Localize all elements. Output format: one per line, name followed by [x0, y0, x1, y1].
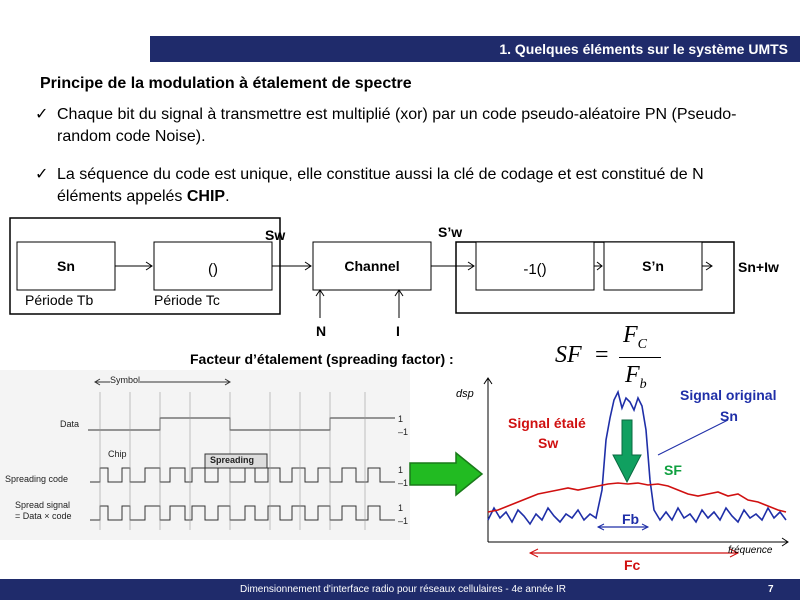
transform-arrow-icon — [408, 450, 488, 500]
noise-label: N — [316, 323, 327, 339]
frequency-label: fréquence — [728, 545, 773, 556]
fb-label: Fb — [622, 511, 640, 527]
sn-block-label: Sn — [57, 258, 75, 274]
sprime-w-label: S’w — [438, 224, 463, 240]
page-number: 7 — [768, 584, 774, 595]
signal-original-name: Sn — [720, 408, 738, 424]
fc-label: Fc — [624, 557, 641, 573]
check-icon: ✓ — [35, 106, 49, 123]
spreading-bit-figure: Symbol Data Chip Spreading Spreading code Spread signal = Data × code 1 –1 1 –1 1 –1 — [0, 370, 410, 540]
dsp-label: dsp — [456, 388, 474, 400]
footer-bar — [0, 579, 800, 600]
demult-block-label: -1() — [523, 261, 547, 278]
period-tb-label: Période Tb — [25, 292, 94, 308]
channel-block-label: Channel — [344, 258, 400, 274]
signal-spread-label: Signal étalé — [508, 415, 586, 431]
spreading-factor-title: Facteur d’étalement (spreading factor) : — [190, 351, 454, 367]
output-label: Sn+Iw — [738, 259, 779, 275]
sf-label: SF — [664, 462, 682, 478]
mult-block-label: () — [208, 261, 218, 278]
bullet-2-text: La séquence du code est unique, elle constitue aussi la clé de codage et est constitué de N éléments appelés CHIP. — [57, 166, 704, 205]
check-icon: ✓ — [35, 166, 49, 183]
bullet-1-text: Chaque bit du signal à transmettre est multiplié (xor) par un code pseudo-aléatoire PN (Pseudo-random code Noise). — [57, 106, 737, 145]
signal-original-label: Signal original — [680, 387, 777, 403]
sprime-block-label: S’n — [642, 258, 664, 274]
period-tc-label: Période Tc — [154, 292, 220, 308]
sw-label: Sw — [265, 227, 286, 243]
section-title: Principe de la modulation à étalement de spectre — [40, 75, 412, 92]
footer-text: Dimensionnement d'interface radio pour réseaux cellulaires - 4e année IR — [240, 584, 566, 595]
signal-spread-name: Sw — [538, 435, 559, 451]
interference-label: I — [396, 323, 400, 339]
slide-title: 1. Quelques éléments sur le système UMTS — [499, 41, 788, 57]
chip-term: CHIP — [186, 188, 226, 205]
